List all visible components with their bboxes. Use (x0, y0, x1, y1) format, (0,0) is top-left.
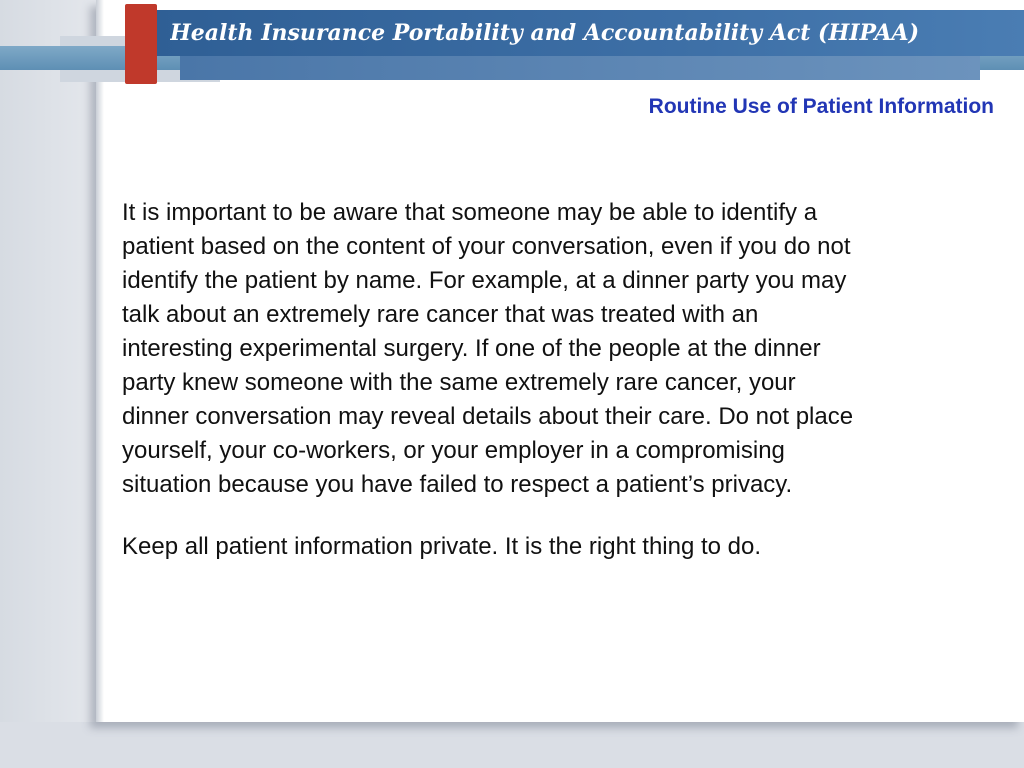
body-paragraph: Keep all patient information private. It is the right thing to do. (122, 533, 762, 560)
header-banner-lower (180, 56, 980, 80)
slide-card-edge (96, 0, 104, 722)
left-margin-shade (0, 0, 96, 768)
body-paragraph: It is important to be aware that someone may be able to identify a patient based on the content of your conversation, even if you do not identify the patient by name. For example, at a dinner party you may talk about an extremely rare cancer that was treated with an interesting experimental surgery. If one of the people at the dinner party knew someone with the same extremely rare cancer, your dinner conversation may reveal details about their care. Do not place yourself, your co-workers, or your employer in a compromising situation because you have failed to respect a patient’s privacy. (122, 199, 854, 498)
header-title: Health Insurance Portability and Accountability Act (HIPAA) (170, 20, 920, 46)
header-red-block (125, 4, 157, 84)
slide-subtitle: Routine Use of Patient Information (648, 95, 994, 118)
slide-body (122, 196, 1002, 564)
bottom-margin-shade (0, 722, 1024, 768)
